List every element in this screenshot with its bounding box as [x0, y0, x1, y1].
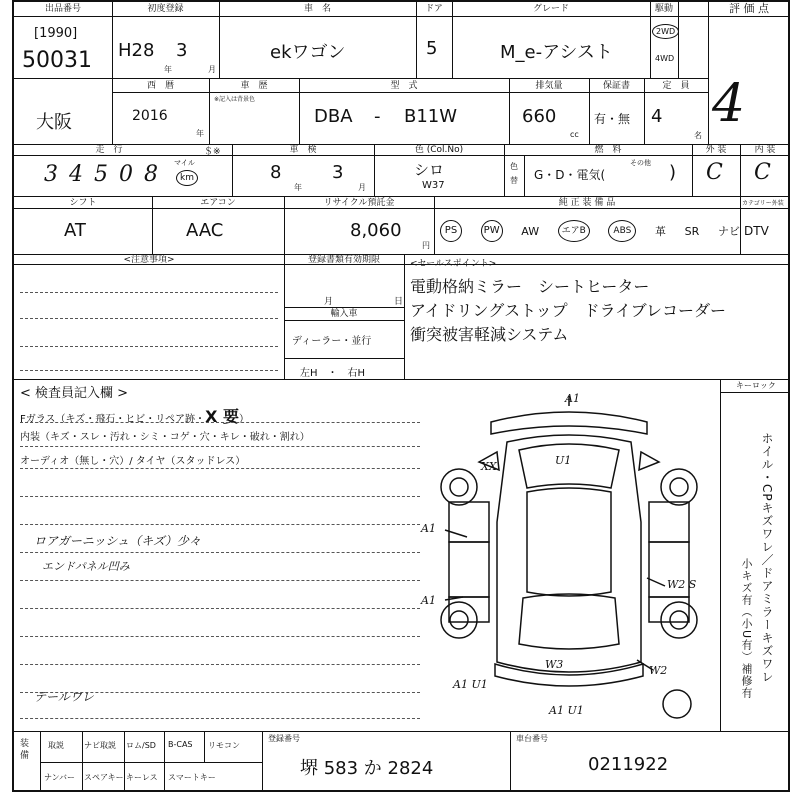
- handle-option: 左H ・ 右H: [300, 368, 366, 379]
- first-reg-month: 3: [176, 40, 188, 61]
- color-code: W37: [422, 180, 445, 191]
- seireki-year-unit: 年: [196, 129, 204, 138]
- inspection-line: [20, 446, 420, 447]
- damage-mark: A1: [565, 392, 580, 405]
- reg-number: 堺 583 か 2824: [300, 758, 434, 779]
- warranty: 有・無: [594, 112, 631, 126]
- ac: AAC: [186, 220, 224, 241]
- year-unit: 年: [164, 65, 172, 74]
- chassis-number: 0211922: [588, 754, 669, 775]
- mileage-digit: 3: [44, 162, 58, 187]
- reg-day-unit: 日: [394, 297, 404, 307]
- mileage-label: 走 行: [95, 145, 123, 155]
- inspection-month-unit: 月: [358, 183, 366, 192]
- glass-mark: X 要: [205, 407, 239, 426]
- left-rear-door: [449, 597, 489, 622]
- first-reg-era: H28: [118, 40, 155, 61]
- row1-header-line: [14, 16, 708, 17]
- left-front-wheel-hub: [450, 478, 468, 496]
- car-body-shape: [497, 435, 641, 672]
- handwritten-note: エンドパネル凹み: [42, 560, 130, 573]
- footer-item: スマートキー: [168, 773, 216, 782]
- exterior-grade: C: [706, 160, 723, 185]
- inspection-label: 車 検: [289, 145, 317, 155]
- col-line: [524, 155, 525, 196]
- drive-2wd-circled: 2WD: [652, 24, 679, 39]
- footer-item: 取説: [48, 741, 64, 750]
- model-prefix: DBA: [314, 106, 353, 127]
- damage-mark: XX: [481, 460, 497, 473]
- displacement-label: 排気量: [535, 81, 563, 91]
- glass-text: Fガラス（キズ・飛石・ヒビ・リペア跡・: [20, 414, 206, 425]
- col-line: [740, 196, 741, 254]
- footer-mid-line: [40, 762, 262, 763]
- damage-mark: A1: [421, 594, 436, 607]
- reg-number-label: 登録番号: [268, 734, 300, 743]
- auction-sheet: [12, 0, 790, 792]
- keylock-line: [720, 392, 790, 393]
- interior-grade: C: [754, 160, 771, 185]
- lot-year: [1990]: [34, 26, 78, 41]
- reg-line: [284, 320, 404, 321]
- right-rear-wheel-hub: [670, 611, 688, 629]
- glass-close: ）: [238, 414, 249, 425]
- right-front-wheel-hub: [670, 478, 688, 496]
- footer-item: ロム/SD: [126, 741, 156, 750]
- recycle: 8,060: [350, 220, 402, 241]
- reg-expiry-label: 登録書類有効期限: [307, 255, 380, 265]
- first-reg-label: 初度登録: [147, 4, 184, 14]
- side-notes-1: ホイル・CPキズワレ／ドアミラーキズワレ: [760, 432, 774, 684]
- damage-mark: U1: [555, 454, 572, 467]
- inspection-line: [20, 468, 420, 469]
- capacity-label: 定 員: [662, 81, 690, 91]
- inspection-year-unit: 年: [294, 183, 302, 192]
- inspection-year: 8: [270, 162, 282, 183]
- mileage-mile: マイル: [174, 159, 195, 167]
- car-name-label: 車 名: [303, 4, 331, 14]
- sales-label: <セールスポイント>: [410, 259, 497, 269]
- color-label: 色 (Col.No): [414, 145, 464, 155]
- history-note: ※記入は背景色: [214, 96, 256, 103]
- footer-col-line: [510, 731, 511, 792]
- inspection-month: 3: [332, 162, 344, 183]
- footer-label: 装備: [20, 739, 30, 761]
- door-label: ドア: [425, 4, 443, 14]
- mileage-digit: 0: [119, 162, 133, 187]
- left-rear-wheel: [441, 602, 477, 638]
- audio-line: オーディオ（無し・穴）/ タイヤ（スタッドレス）: [20, 456, 246, 467]
- fuel-label: 燃 料: [594, 145, 622, 155]
- left-front-door: [449, 542, 489, 597]
- fuel-other: その他: [630, 159, 651, 167]
- footer-item: スペアキー: [84, 773, 124, 782]
- damage-mark: A1: [421, 522, 436, 535]
- import-label: 輸入車: [330, 309, 358, 319]
- score-label: 評 価 点: [729, 2, 769, 15]
- seireki: 2016: [132, 108, 168, 124]
- replaced-label: ＄※: [204, 147, 221, 157]
- car-name: ekワゴン: [270, 42, 346, 63]
- front-bumper-shape: [491, 412, 647, 434]
- spare-tire: [663, 690, 691, 718]
- damage-mark: W2: [649, 664, 668, 677]
- interior-line: 内装（キズ・スレ・汚れ・シミ・コゲ・穴・キレ・破れ・割れ）: [20, 432, 310, 443]
- displacement: 660: [522, 106, 557, 127]
- footer-col-line: [124, 731, 125, 792]
- footer-top-line: [14, 731, 790, 732]
- seireki-label: 西 暦: [146, 81, 174, 91]
- category-label: カテゴリー外装: [742, 200, 784, 207]
- person-unit: 名: [694, 131, 702, 140]
- equipment-list: [440, 220, 740, 242]
- right-front-fender: [649, 502, 689, 542]
- fuel-close: ): [669, 162, 677, 183]
- handwritten-note: ロアガーニッシュ（キズ）少々: [34, 534, 201, 548]
- lot-label: 出品番号: [44, 4, 81, 14]
- interior-label: 内 装: [754, 145, 776, 155]
- capacity: 4: [651, 106, 663, 127]
- shift-label: シフト: [69, 198, 97, 208]
- grade: M_e-アシスト: [500, 42, 613, 63]
- drive-4wd: 4WD: [655, 54, 675, 63]
- notes-bottom-line: [14, 379, 790, 380]
- inspection-title: < 検査員記入欄 >: [20, 386, 129, 401]
- notes-col-line: [404, 254, 405, 379]
- footer-col-line: [40, 731, 41, 792]
- sales-point: 電動格納ミラー シートヒーター: [410, 277, 650, 296]
- inspection-line: [20, 718, 420, 719]
- doors: 5: [426, 38, 438, 59]
- shift: AT: [64, 220, 86, 241]
- caution-label: <注意事項>: [123, 255, 175, 265]
- score-col-line: [708, 2, 709, 144]
- dealer-option: ディーラー・並行: [292, 336, 372, 347]
- handwritten-note: テールワレ: [34, 690, 94, 704]
- right-rear-door: [649, 597, 689, 622]
- color-name: シロ: [414, 161, 445, 179]
- col-line: [112, 2, 113, 144]
- yen-unit: 円: [422, 241, 430, 250]
- equip-aw: AW: [521, 224, 540, 238]
- rear-window-shape: [519, 594, 619, 649]
- fuel-value: G・D・電気(: [534, 168, 606, 182]
- mileage-digit: 8: [144, 162, 158, 187]
- sales-point: 衝突被害軽減システム: [410, 325, 569, 344]
- footer-item: ナンバー: [44, 773, 76, 782]
- right-front-wheel: [661, 469, 697, 505]
- drive-label: 駆動: [654, 4, 673, 14]
- damage-mark: W3: [545, 658, 564, 671]
- col-line: [678, 2, 679, 78]
- equip-dtv: DTV: [744, 224, 769, 238]
- reg-month-unit: 月: [324, 297, 334, 307]
- col-line: [504, 144, 505, 196]
- chassis-label: 車台番号: [516, 734, 548, 743]
- damage-mark: A1 U1: [453, 678, 488, 691]
- footer-col-line: [262, 731, 263, 792]
- model-dash: -: [374, 106, 381, 127]
- history-label: 車 歴: [240, 81, 268, 91]
- equip-sr: SR: [684, 224, 700, 238]
- left-front-fender: [449, 502, 489, 542]
- footer-item: B-CAS: [168, 740, 193, 749]
- cc-unit: cc: [570, 130, 579, 139]
- equip-airbag-circled: エアB: [558, 220, 590, 242]
- lot-number: 50031: [22, 48, 92, 73]
- caution-line: [20, 318, 278, 319]
- row2-header-line: [112, 92, 708, 93]
- caution-line: [20, 346, 278, 347]
- inspection-line: [20, 664, 420, 665]
- footer-item: リモコン: [208, 741, 240, 750]
- equipment-label: 純 正 装 備 品: [558, 198, 616, 208]
- footer-col-line: [204, 731, 205, 762]
- equip-ps-circled: PS: [440, 220, 462, 242]
- keylock-col-line: [720, 379, 721, 731]
- mileage-digit: 4: [69, 162, 83, 187]
- inspection-line: [20, 496, 420, 497]
- score-header-line: [708, 16, 790, 17]
- warranty-label: 保証書: [602, 81, 630, 91]
- damage-mark: A1 U1: [549, 704, 584, 717]
- sales-point: アイドリングストップ ドライブレコーダー: [410, 301, 727, 320]
- equip-pw-circled: PW: [481, 220, 503, 242]
- mileage-km-circled: km: [176, 170, 198, 186]
- damage-mark: W2 S: [667, 578, 697, 591]
- exterior-label: 外 装: [705, 145, 727, 155]
- equip-leather: 革: [655, 225, 667, 238]
- equip-navi: ナビ: [717, 225, 740, 238]
- inspection-line: [20, 608, 420, 609]
- glass-line: [20, 404, 249, 427]
- inspection-line: [20, 552, 420, 553]
- footer-col-line: [82, 731, 83, 792]
- inspection-line: [20, 524, 420, 525]
- model-label: 型 式: [390, 81, 418, 91]
- color-change-label: 色替: [510, 162, 518, 185]
- ac-label: エアコン: [200, 198, 236, 208]
- inspection-line: [20, 580, 420, 581]
- keylock-label: キーロック: [736, 381, 776, 390]
- month-unit: 月: [208, 65, 216, 74]
- footer-col-line: [164, 731, 165, 792]
- footer-item: ナビ取説: [84, 741, 116, 750]
- equip-abs-circled: ABS: [608, 220, 636, 242]
- recycle-label: リサイクル預託金: [323, 198, 395, 208]
- inspection-line: [20, 636, 420, 637]
- side-notes-2: 小キズ有（小U有）補修有: [740, 558, 753, 700]
- inspection-line: [20, 422, 420, 423]
- caution-line: [20, 292, 278, 293]
- reg-line: [284, 358, 404, 359]
- right-mirror: [639, 452, 659, 470]
- right-rear-wheel: [661, 602, 697, 638]
- grade-label: グレード: [532, 4, 569, 14]
- caution-line: [20, 370, 278, 371]
- model-code: B11W: [404, 106, 458, 127]
- roof-shape: [527, 488, 611, 596]
- left-rear-wheel-hub: [450, 611, 468, 629]
- left-front-wheel: [441, 469, 477, 505]
- mileage-digit: 5: [94, 162, 108, 187]
- footer-item: キーレス: [126, 773, 158, 782]
- location: 大阪: [36, 112, 72, 133]
- score-value: 4: [712, 74, 746, 134]
- car-diagram: [419, 392, 719, 722]
- row1-bottom-line: [14, 78, 708, 79]
